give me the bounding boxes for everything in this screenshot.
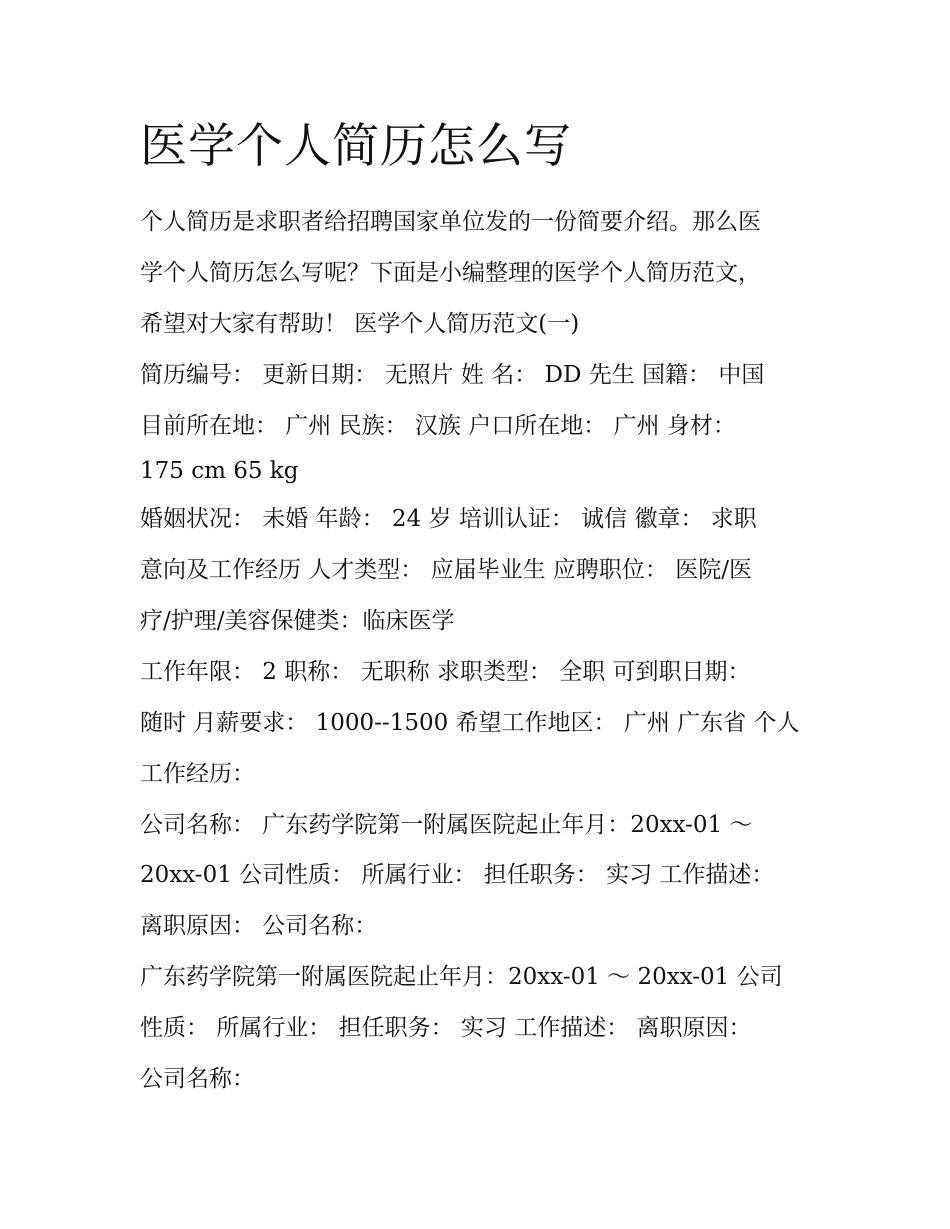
body-line-1: 个人简历是求职者给招聘国家单位发的一份简要介绍。那么医 [140, 209, 761, 235]
body-line-9: 疗/护理/美容保健类：临床医学 [140, 608, 455, 634]
body-line-15: 离职原因： 公司名称： [140, 913, 378, 939]
body-line-11: 随时 月薪要求： 1000--1500 希望工作地区： 广州 广东省 个人 [140, 710, 800, 736]
body-line-14: 20xx-01 公司性质： 所属行业： 担任职务： 实习 工作描述： [140, 862, 775, 888]
body-line-6: 175 cm 65 kg [140, 458, 299, 484]
document-title: 医学个人简历怎么写 [140, 119, 572, 174]
body-line-12: 工作经历： [140, 761, 255, 787]
body-line-4: 简历编号： 更新日期： 无照片 姓 名： DD 先生 国籍： 中国 [140, 362, 765, 388]
body-line-7: 婚姻状况： 未婚 年龄： 24 岁 培训认证： 诚信 徽章： 求职 [140, 506, 757, 532]
body-line-5: 目前所在地： 广州 民族： 汉族 户口所在地： 广州 身材： [140, 413, 736, 439]
body-line-2: 学个人简历怎么写呢？下面是小编整理的医学个人简历范文， [140, 260, 761, 286]
body-line-3: 希望对大家有帮助！ 医学个人简历范文(一) [140, 311, 580, 337]
body-line-10: 工作年限： 2 职称： 无职称 求职类型： 全职 可到职日期： [140, 659, 751, 685]
body-line-13: 公司名称： 广东药学院第一附属医院起止年月：20xx-01 ～ [140, 812, 753, 838]
body-line-8: 意向及工作经历 人才类型： 应届毕业生 应聘职位： 医院/医 [140, 557, 752, 583]
body-line-16: 广东药学院第一附属医院起止年月：20xx-01 ～ 20xx-01 公司 [140, 964, 783, 990]
body-line-18: 公司名称： [140, 1066, 255, 1092]
body-line-17: 性质： 所属行业： 担任职务： 实习 工作描述： 离职原因： [140, 1015, 752, 1041]
